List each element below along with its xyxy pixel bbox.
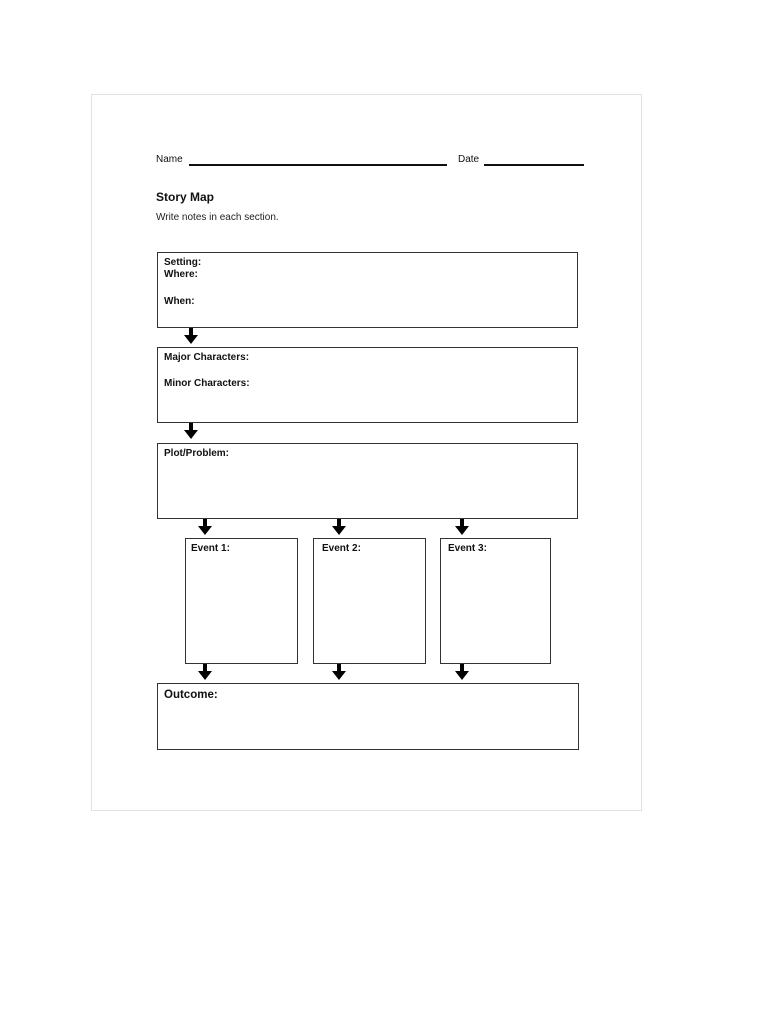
name-field[interactable] xyxy=(189,164,447,166)
instructions-text: Write notes in each section. xyxy=(156,212,279,223)
minor-characters-label: Minor Characters: xyxy=(164,378,250,389)
name-label: Name xyxy=(156,154,183,165)
setting-label: Setting: xyxy=(164,257,202,268)
characters-box[interactable] xyxy=(157,347,578,423)
down-arrow-icon xyxy=(198,519,212,535)
major-characters-label: Major Characters: xyxy=(164,352,250,363)
event-1-label: Event 1: xyxy=(191,543,230,554)
outcome-box[interactable] xyxy=(157,683,579,750)
down-arrow-icon xyxy=(332,519,346,535)
when-label: When: xyxy=(164,296,195,307)
down-arrow-icon xyxy=(455,664,469,680)
setting-box[interactable] xyxy=(157,252,578,328)
page-title: Story Map xyxy=(156,190,215,204)
event-2-label: Event 2: xyxy=(322,543,361,554)
plot-problem-label: Plot/Problem: xyxy=(164,448,230,459)
where-label: Where: xyxy=(164,269,198,280)
event-2-box[interactable] xyxy=(313,538,426,664)
plot-problem-box[interactable] xyxy=(157,443,578,519)
down-arrow-icon xyxy=(332,664,346,680)
event-1-box[interactable] xyxy=(185,538,298,664)
date-label: Date xyxy=(458,154,480,165)
date-field[interactable] xyxy=(484,164,584,166)
outcome-label: Outcome: xyxy=(164,689,218,701)
event-3-box[interactable] xyxy=(440,538,551,664)
down-arrow-icon xyxy=(455,519,469,535)
worksheet-page xyxy=(91,94,642,811)
down-arrow-icon xyxy=(184,423,198,439)
down-arrow-icon xyxy=(184,328,198,344)
down-arrow-icon xyxy=(198,664,212,680)
event-3-label: Event 3: xyxy=(448,543,487,554)
